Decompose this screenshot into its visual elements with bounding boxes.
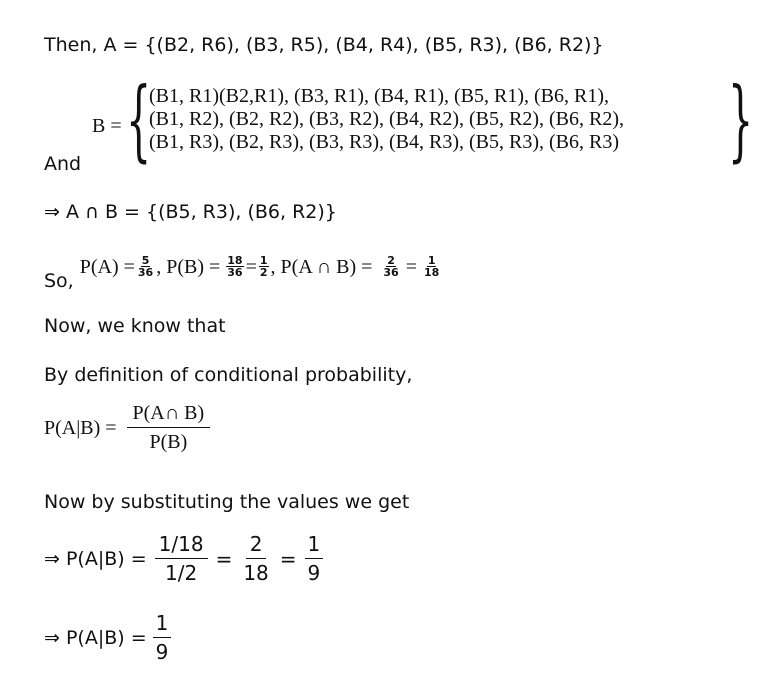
calc-lhs: ⇒ P(A|B) =	[44, 548, 147, 570]
p-a-and-b-simplified-fraction: $\frac{1}{18}$	[423, 253, 440, 280]
equals-sign: =	[279, 547, 297, 571]
formula-lhs: P(A|B) =	[44, 416, 117, 439]
so-label: So,	[44, 270, 74, 292]
p-b-fraction: $\frac{18}{36}$	[227, 253, 243, 280]
conditional-probability-formula	[44, 403, 212, 453]
calc-fraction-3: $\frac{1}{9}$	[305, 534, 324, 584]
substitution-text: Now by substituting the values we get	[44, 491, 410, 513]
p-a-fraction: $\frac{5}{36}$	[137, 253, 154, 280]
definition-intro-text: By definition of conditional probability,	[44, 364, 413, 386]
result-lhs: ⇒ P(A|B) =	[44, 627, 147, 649]
p-a-label: P(A) =	[79, 255, 135, 278]
set-b-block	[92, 68, 754, 174]
set-b-label: B =	[92, 115, 122, 137]
set-b-row-3: (B1, R3), (B2, R3), (B3, R3), (B4, R3), (B5, R3), (B6, R3)	[149, 131, 619, 153]
p-b-label: , P(B) =	[156, 255, 221, 278]
set-a-definition: Then, A = {(B2, R6), (B3, R5), (B4, R4), (B5, R3), (B6, R2)}	[44, 34, 604, 56]
p-a-and-b-label: , P(A ∩ B) =	[270, 255, 373, 278]
intersection-line: ⇒ A ∩ B = {(B5, R3), (B6, R2)}	[44, 201, 337, 223]
result-fraction: $\frac{1}{9}$	[153, 613, 172, 663]
set-b-row-1: (B1, R1)(B2,R1), (B3, R1), (B4, R1), (B5, R1), (B6, R1),	[149, 85, 609, 107]
p-a-and-b-fraction: $\frac{2}{36}$	[383, 253, 399, 280]
p-b-simplified-fraction: $\frac{1}{2}$	[259, 253, 268, 280]
equals-sign: =	[245, 255, 257, 278]
calculation-line	[44, 534, 325, 584]
calc-fraction-2: $\frac{2}{18}$	[243, 532, 269, 585]
equals-sign: =	[405, 255, 417, 278]
result-line	[44, 613, 173, 663]
equals-sign: =	[215, 547, 233, 571]
and-label: And	[44, 153, 82, 175]
formula-fraction: $\frac{P(A\cap B)}{P(B)}$	[127, 403, 211, 453]
now-we-know-text: Now, we know that	[44, 315, 226, 337]
calc-fraction-1: $\frac{1/18}{1/2}$	[155, 534, 208, 584]
left-brace-icon: {	[126, 68, 152, 171]
probabilities-line	[44, 242, 442, 292]
right-brace-icon: }	[728, 68, 754, 171]
set-b-row-2: (B1, R2), (B2, R2), (B3, R2), (B4, R2), (B5, R2), (B6, R2),	[149, 108, 624, 130]
